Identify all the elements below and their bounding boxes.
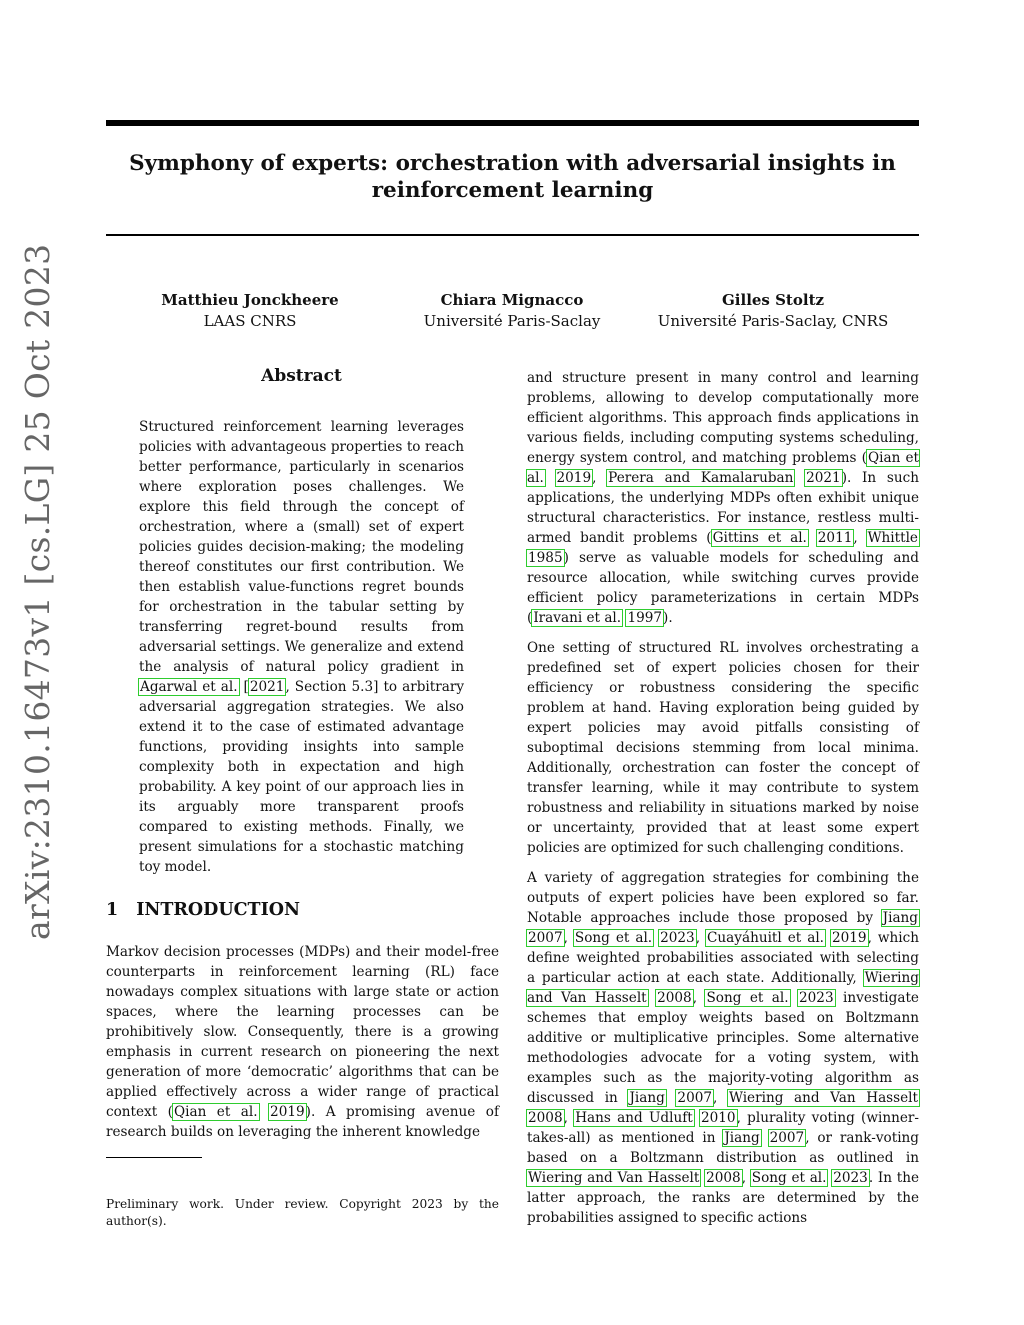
citation-link[interactable]: Perera and Kamalaruban xyxy=(608,470,794,486)
author-affiliation: LAAS CNRS xyxy=(203,312,297,330)
citation-link[interactable]: Gittins et al. xyxy=(712,530,807,546)
citation-year-link[interactable]: 2008 xyxy=(528,1110,563,1126)
author-name: Chiara Mignacco xyxy=(440,291,584,309)
text: , or rank-voting based on a Boltzmann distribution as outlined in xyxy=(527,1130,919,1166)
abstract-text: Structured reinforcement learning leverages policies with advantageous properties to reach better performance, particularly in scenarios where exploration poses challenges. We explore this field through the concept of orchestration, where a (small) set of expert policies guides decision-making; the modeling thereof constitutes our first contribution. We then establish value-functions regret bounds for orchestration in the tabular setting by transferring regret-bound results from adversarial settings. We generalize and extend the analysis of natural policy gradient in Agarwal et al. [2021, Section 5.3] to arbitrary adversarial aggregation strategies. We also extend it to the case of estimated advantage functions, providing insights into sample complexity both in expectation and high probability. A key point of our approach lies in its arguably more transparent proofs compared to existing methods. Finally, we present simulations for a stochastic matching toy model. xyxy=(139,419,465,875)
citation-year-link[interactable]: 2019 xyxy=(270,1104,305,1120)
title-top-rule xyxy=(106,120,919,126)
text: ) serve as valuable models for scheduling and resource allocation, while switching curves provide efficient policy parameterizations in certain MDPs ( xyxy=(527,550,919,626)
citation-year-link[interactable]: 1997 xyxy=(627,610,663,626)
text: ). In such applications, the underlying MDPs often exhibit unique structural characteristics. For instance, restless multi-armed bandit problems ( xyxy=(527,470,919,546)
citation-year-link[interactable]: 2007 xyxy=(528,930,563,946)
paragraph: One setting of structured RL involves orchestrating a predefined set of expert policies chosen for their efficiency or robustness considering the specific problem at hand. Having exploration being guided by expert policies may avoid pitfalls consisting of suboptimal decisions stemming from local minima. Additionally, orchestration can foster the concept of transfer learning, while it may contribute to system robustness and reliability in situations marked by noise or uncertainty, provided that at least some expert policies are optimized for such challenging conditions. xyxy=(527,640,919,856)
text: . In the latter approach, the ranks are determined by the probabilities assigned to specific actions xyxy=(527,1170,919,1226)
citation-link[interactable]: Qian et al. xyxy=(527,450,919,486)
citation-year-link[interactable]: 2007 xyxy=(677,1090,713,1106)
title-bottom-rule xyxy=(106,234,919,236)
text: ). xyxy=(663,610,673,626)
citation-year-link[interactable]: 2023 xyxy=(833,1170,868,1186)
text: , xyxy=(592,470,608,486)
paper-title: Symphony of experts: orchestration with adversarial insights in reinforcement learning xyxy=(129,151,896,203)
paragraph xyxy=(527,368,919,628)
intro-paragraph xyxy=(106,942,499,1142)
author-name: Gilles Stoltz xyxy=(721,291,825,309)
section-heading xyxy=(106,900,300,920)
citation-link[interactable]: Whittle xyxy=(867,530,918,546)
text: , which define weighted probabilities associated with selecting a particular action at each state. Additionally, xyxy=(527,930,919,986)
footnote: Preliminary work. Under review. Copyright 2023 by the author(s). xyxy=(106,1197,499,1228)
text: and structure present in many control and learning problems, allowing to develop computationally more efficient algorithms. This approach finds applications in various fields, including computing systems scheduling, energy system control, and matching problems ( xyxy=(527,370,919,466)
footnote-rule xyxy=(106,1157,202,1158)
arxiv-stamp: arXiv:2310.16473v1 [cs.LG] 25 Oct 2023 xyxy=(18,243,57,940)
citation-link[interactable]: Jiang xyxy=(724,1130,760,1146)
citation-year-link[interactable]: 2008 xyxy=(657,990,692,1006)
citation-link[interactable]: Wiering and Van Hasselt xyxy=(728,1090,918,1106)
abstract-heading: Abstract xyxy=(261,366,342,386)
citation-link[interactable]: Hans and Udluft xyxy=(575,1110,693,1126)
author-name: Matthieu Jonckheere xyxy=(161,291,339,309)
citation-year-link[interactable]: 2023 xyxy=(660,930,695,946)
text: , xyxy=(853,530,867,546)
citation-link[interactable]: Iravani et al. xyxy=(533,610,622,626)
citation-link[interactable]: Wiering and Van Hasselt xyxy=(528,1170,700,1186)
author-affiliation: Université Paris-Saclay, CNRS xyxy=(657,312,889,330)
author-affiliation: Université Paris-Saclay xyxy=(423,312,601,330)
citation-year-link[interactable]: 1985 xyxy=(528,550,563,566)
section-number: 1 xyxy=(106,900,119,920)
citation-year-link[interactable]: 2008 xyxy=(706,1170,741,1186)
citation-year-link[interactable]: 2019 xyxy=(556,470,592,486)
text: , plurality voting (winner-takes-all) as mentioned in xyxy=(527,1110,919,1146)
text: investigate schemes that employ weights based on Boltzmann additive or multiplicative principles. Some alternative methodologies advocate for a voting system, with examples such as the majority-voting algorithm as discussed in xyxy=(527,990,919,1106)
citation-link[interactable]: Song et al. xyxy=(574,930,653,946)
citation-year-link[interactable]: 2021 xyxy=(249,679,285,695)
citation-year-link[interactable]: 2023 xyxy=(799,990,834,1006)
citation-year-link[interactable]: 2010 xyxy=(700,1110,736,1126)
citation-year-link[interactable]: 2019 xyxy=(831,930,867,946)
citation-link[interactable]: Wiering and Van Hasselt xyxy=(527,970,919,1006)
citation-link[interactable]: Song et al. xyxy=(706,990,789,1006)
citation-year-link[interactable]: 2007 xyxy=(769,1130,805,1146)
citation-link[interactable]: Jiang xyxy=(629,1090,665,1106)
intro-text: Markov decision processes (MDPs) and their model-free counterparts in reinforcement learning (RL) face nowadays complex situations with large state or action spaces, where the learning processes can be prohibitively slow. Consequently, there is a growing emphasis in current research on pioneering the next generation of more ‘democratic’ algorithms that can be applied effectively across a wider range of practical context ( xyxy=(106,944,499,1120)
citation-link[interactable]: Song et al. xyxy=(751,1170,827,1186)
author-2 xyxy=(372,290,652,332)
citation-link[interactable]: Cuayáhuitl et al. xyxy=(707,930,824,946)
author-1 xyxy=(110,290,390,332)
paragraph: A variety of aggregation strategies for combining the outputs of expert policies have been explored so far. Notable approaches include those proposed by Jiang 2007, Song et al. 2023, Cuayáhuitl et al. 2019, which define weighted probabilities associated with selecting a particular action at each state. Additionally, Wiering and Van Hasselt 2008, Song et al. 2023 investigate schemes that employ weights based on Boltzmann additive or multiplicative principles. Some alternative methodologies advocate for a voting system, with examples such as the majority-voting algorithm as discussed in Jiang 2007, Wiering and Van Hasselt 2008, Hans and Udluft 2010, plurality voting (winner-takes-all) as mentioned in Jiang 2007, or rank-voting based on a Boltzmann distribution as outlined in Wiering and Van Hasselt 2008, Song et al. 2023. In the latter approach, the ranks are determined by the probabilities assigned to specific actions xyxy=(527,870,919,1226)
text: A variety of aggregation strategies for combining the outputs of expert policies have been explored so far. Notable approaches include those proposed by xyxy=(527,870,919,926)
author-3 xyxy=(633,290,913,332)
citation-link[interactable]: Agarwal et al. xyxy=(140,679,238,695)
citation-year-link[interactable]: 2011 xyxy=(817,530,853,546)
intro-text: ). A promising avenue of research builds on leveraging the inherent knowledge xyxy=(106,1104,499,1140)
abstract-part: , Section 5.3] to arbitrary adversarial aggregation strategies. We also extend it to the case of estimated advantage functions, providing insights into sample complexity both in expectation and high probability. A key point of our approach lies in its arguably more transparent proofs compared to existing methods. Finally, we present simulations for a stochastic matching toy model. xyxy=(139,679,465,875)
citation-link[interactable]: Qian et al. xyxy=(173,1104,258,1120)
section-title: INTRODUCTION xyxy=(136,900,300,920)
right-column xyxy=(527,368,919,1238)
abstract-part: Structured reinforcement learning leverages policies with advantageous properties to reach better performance, particularly in scenarios where exploration poses challenges. We explore this field through the concept of orchestration, where a (small) set of expert policies guides decision-making; the modeling thereof constitutes our first contribution. We then establish value-functions regret bounds for orchestration in the tabular setting by transferring regret-bound results from adversarial settings. We generalize and extend the analysis of natural policy gradient in xyxy=(139,419,464,675)
citation-year-link[interactable]: 2021 xyxy=(806,470,841,486)
citation-link[interactable]: Jiang xyxy=(882,910,918,926)
